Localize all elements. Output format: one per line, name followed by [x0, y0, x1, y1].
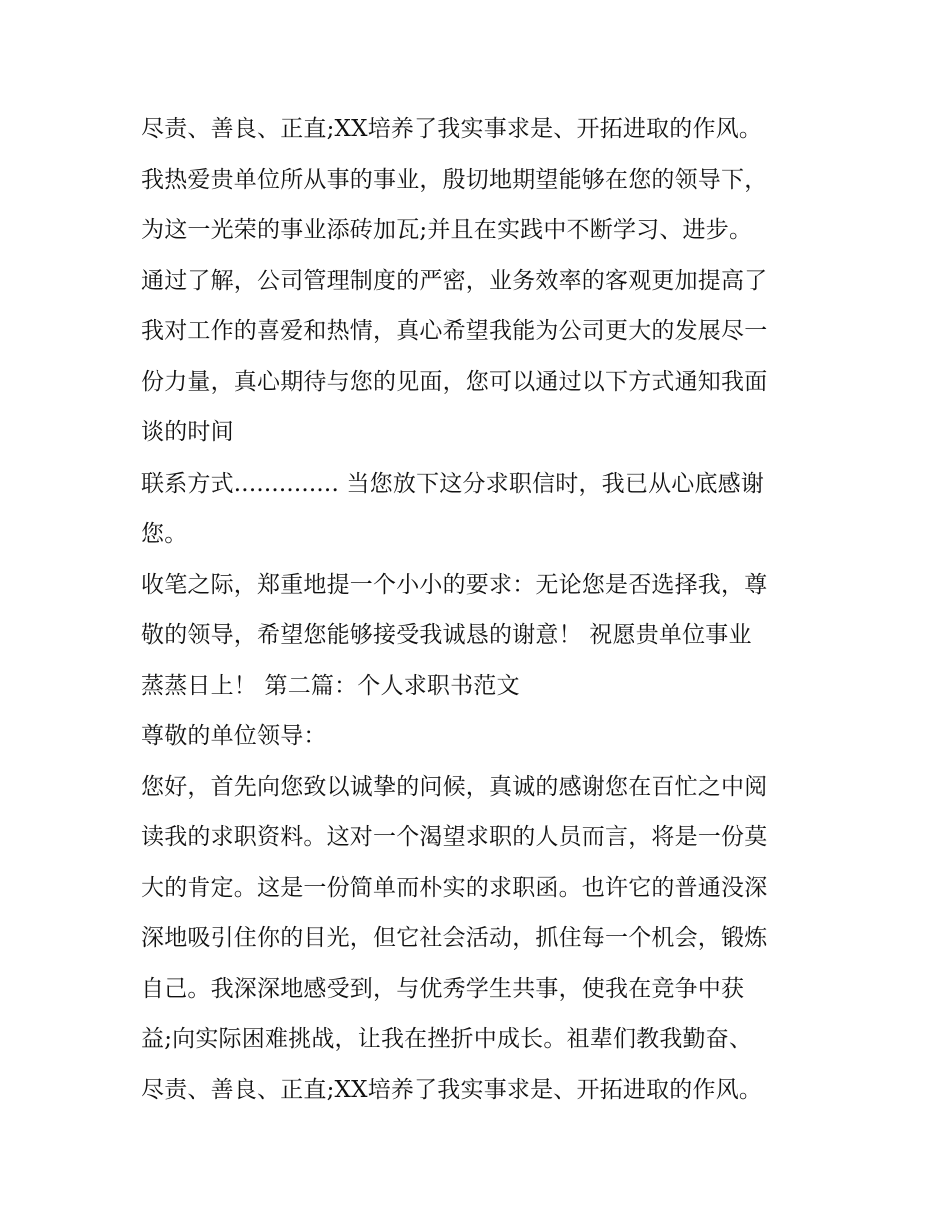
text-line: 谈的时间	[141, 419, 234, 445]
text-line: 收笔之际，郑重地提一个小小的要求：无论您是否选择我，尊	[141, 572, 768, 598]
text-line: 您好，首先向您致以诚挚的问候，真诚的感谢您在百忙之中阅	[141, 774, 768, 800]
text-line: 通过了解，公司管理制度的严密，业务效率的客观更加提高了	[141, 268, 768, 294]
text-line: 尽责、善良、正直;XX培养了我实事求是、开拓进取的作风。	[141, 1077, 763, 1103]
text-line: 蒸蒸日上！ 第二篇：个人求职书范文	[141, 673, 520, 699]
text-line: 自己。我深深地感受到，与优秀学生共事，使我在竞争中获	[141, 976, 745, 1002]
text-line: 敬的领导，希望您能够接受我诚恳的谢意！ 祝愿贵单位事业	[141, 622, 752, 648]
text-line: 您。	[141, 521, 188, 547]
text-line: 我热爱贵单位所从事的事业，殷切地期望能够在您的领导下，	[141, 167, 768, 193]
text-line: 大的肯定。这是一份简单而朴实的求职函。也许它的普通没深	[141, 875, 768, 901]
text-line: 联系方式.............. 当您放下这分求职信时，我已从心底感谢	[141, 471, 765, 497]
text-line: 份力量，真心期待与您的见面，您可以通过以下方式通知我面	[141, 369, 768, 395]
text-line: 读我的求职资料。这对一个渴望求职的人员而言，将是一份莫	[141, 824, 768, 850]
text-line: 尽责、善良、正直;XX培养了我实事求是、开拓进取的作风。	[141, 116, 763, 142]
text-line: 尊敬的单位领导：	[141, 723, 327, 749]
text-line: 益;向实际困难挑战，让我在挫折中成长。祖辈们教我勤奋、	[141, 1026, 753, 1052]
text-line: 我对工作的喜爱和热情，真心希望我能为公司更大的发展尽一	[141, 318, 768, 344]
text-line: 深地吸引住你的目光，但它社会活动，抓住每一个机会，锻炼	[141, 925, 768, 951]
text-line: 为这一光荣的事业添砖加瓦;并且在实践中不断学习、进步。	[141, 217, 753, 243]
